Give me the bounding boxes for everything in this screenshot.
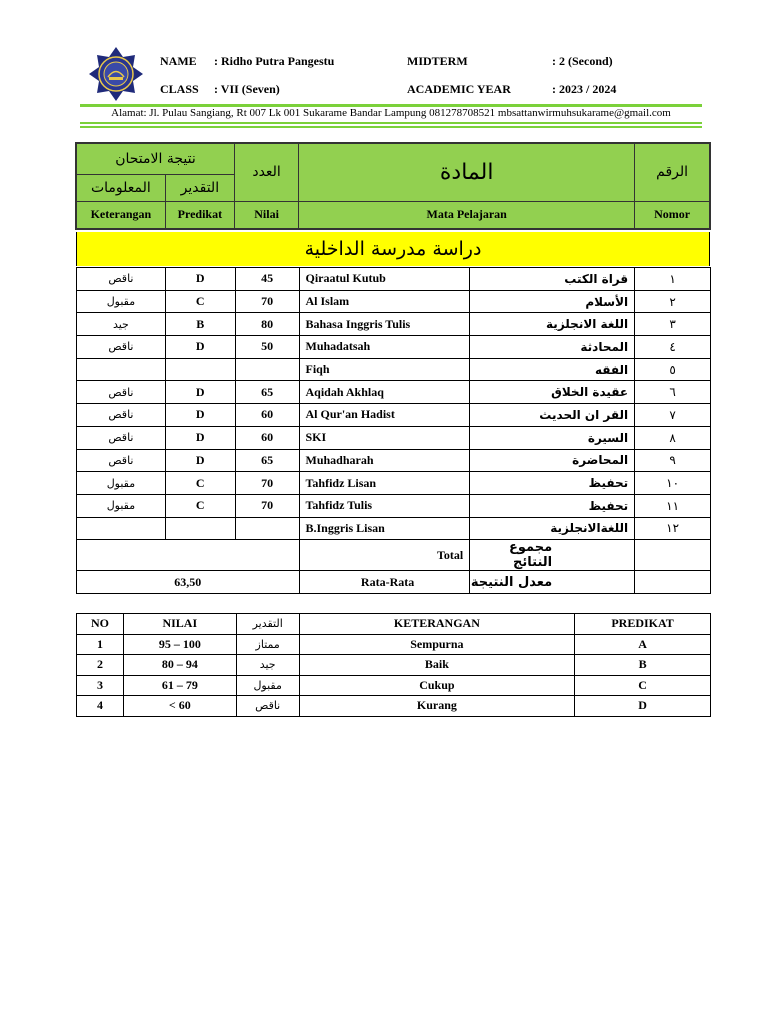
table-row [77, 426, 711, 449]
keterangan-cell: ناقص [77, 336, 166, 359]
legend-keterangan-header: KETERANGAN [299, 614, 575, 635]
keterangan-cell: ناقص [77, 426, 166, 449]
academic-year-value: : 2023 / 2024 [552, 82, 617, 96]
section-title: دراسة مدرسة الداخلية [76, 232, 710, 266]
keterangan-cell [77, 517, 166, 540]
legend-keterangan-cell: Cukup [299, 675, 575, 696]
no-cell: ٢ [635, 290, 711, 313]
no-cell: ٣ [635, 313, 711, 336]
subject-cell: Muhadatsah [299, 336, 470, 359]
subject-ar-cell: الأسلام [470, 290, 635, 313]
nilai-cell: 60 [235, 404, 299, 427]
legend-no-cell: 2 [77, 655, 124, 676]
no-cell: ٤ [635, 336, 711, 359]
no-cell: ٥ [635, 358, 711, 381]
predikat-cell: D [165, 268, 235, 291]
table-row [77, 494, 711, 517]
nilai-cell: 80 [235, 313, 299, 336]
subject-ar-cell: المحادثة [470, 336, 635, 359]
nilai-cell: 65 [235, 449, 299, 472]
no-cell: ١٢ [635, 517, 711, 540]
grades-header [75, 142, 711, 230]
subject-ar-cell: تحفيظ [470, 472, 635, 495]
subject-header-ar: المادة [299, 143, 635, 201]
keterangan-cell: جيد [77, 313, 166, 336]
nilai-cell: 45 [235, 268, 299, 291]
no-cell: ٦ [635, 381, 711, 404]
subject-cell: Bahasa Inggris Tulis [299, 313, 470, 336]
predikat-cell: C [165, 494, 235, 517]
predikat-cell: D [165, 449, 235, 472]
subject-ar-cell: اللغة الانجلزية [470, 313, 635, 336]
predikat-cell: D [165, 404, 235, 427]
predikat-cell [165, 517, 235, 540]
keterangan-cell: مقبول [77, 494, 166, 517]
name-label: NAME [160, 54, 197, 68]
average-label: Rata-Rata [299, 571, 470, 594]
subject-ar-cell: السيرة [470, 426, 635, 449]
mata-pelajaran-header: Mata Pelajaran [299, 201, 635, 229]
keterangan-cell [77, 358, 166, 381]
number-header-ar: العدد [234, 143, 298, 201]
legend-no-cell: 4 [77, 696, 124, 717]
table-row [77, 313, 711, 336]
no-cell: ٧ [635, 404, 711, 427]
keterangan-header: Keterangan [76, 201, 165, 229]
average-value: 63,50 [77, 571, 300, 594]
subject-cell: Muhadharah [299, 449, 470, 472]
no-header-ar: الرقم [635, 143, 710, 201]
table-row [77, 449, 711, 472]
total-value [77, 540, 300, 571]
table-row [77, 517, 711, 540]
nilai-cell [235, 358, 299, 381]
nilai-cell: 60 [235, 426, 299, 449]
divider-bottom-2 [80, 126, 702, 128]
legend-no-cell: 1 [77, 634, 124, 655]
no-cell: ١ [635, 268, 711, 291]
table-row [77, 290, 711, 313]
legend-keterangan-cell: Baik [299, 655, 575, 676]
exam-result-header: نتيجة الامتحان [76, 143, 234, 174]
legend-no-cell: 3 [77, 675, 124, 696]
midterm-label: MIDTERM [407, 54, 468, 68]
nomor-header: Nomor [635, 201, 710, 229]
legend-no-header: NO [77, 614, 124, 635]
legend-taqdir-cell: ممتاز [236, 634, 299, 655]
subject-cell: B.Inggris Lisan [299, 517, 470, 540]
predikat-cell [165, 358, 235, 381]
name-value: : Ridho Putra Pangestu [214, 54, 335, 68]
no-cell: ١١ [635, 494, 711, 517]
predikat-cell: D [165, 381, 235, 404]
subject-cell: Tahfidz Tulis [299, 494, 470, 517]
table-row [77, 381, 711, 404]
subject-ar-cell: قراة الكتب [470, 268, 635, 291]
table-row [77, 268, 711, 291]
nilai-cell: 70 [235, 494, 299, 517]
class-label: CLASS [160, 82, 199, 96]
predikat-cell: D [165, 426, 235, 449]
subject-cell: Al Islam [299, 290, 470, 313]
no-cell: ٩ [635, 449, 711, 472]
subject-ar-cell: الفقه [470, 358, 635, 381]
keterangan-cell: مقبول [77, 472, 166, 495]
legend-keterangan-cell: Kurang [299, 696, 575, 717]
nilai-cell: 70 [235, 472, 299, 495]
legend-row [77, 696, 711, 717]
legend-nilai-header: NILAI [123, 614, 236, 635]
subject-cell: Aqidah Akhlaq [299, 381, 470, 404]
legend-taqdir-header: التقدير [236, 614, 299, 635]
legend-taqdir-cell: مقبول [236, 675, 299, 696]
table-row [77, 336, 711, 359]
legend-row [77, 634, 711, 655]
subject-cell: Fiqh [299, 358, 470, 381]
school-logo [88, 46, 144, 102]
grades-table [76, 267, 711, 594]
average-label-ar: معدل النتيجة [470, 571, 635, 594]
keterangan-cell: ناقص [77, 381, 166, 404]
legend-taqdir-cell: جيد [236, 655, 299, 676]
keterangan-cell: ناقص [77, 404, 166, 427]
keterangan-cell: مقبول [77, 290, 166, 313]
subject-cell: SKI [299, 426, 470, 449]
nilai-header: Nilai [234, 201, 298, 229]
school-address: Alamat: Jl. Pulau Sangiang, Rt 007 Lk 001 Sukarame Bandar Lampung 081278708521 mbsattanwirmuhsukarame@gmail.com [111, 107, 671, 119]
legend-table [76, 613, 711, 717]
keterangan-cell: ناقص [77, 268, 166, 291]
predikat-cell: D [165, 336, 235, 359]
legend-predikat-cell: A [575, 634, 711, 655]
average-blank [635, 571, 711, 594]
no-cell: ٨ [635, 426, 711, 449]
divider-bottom [80, 122, 702, 124]
subject-ar-cell: القر ان الحديث [470, 404, 635, 427]
legend-nilai-cell: 95 – 100 [123, 634, 236, 655]
predikat-cell: C [165, 472, 235, 495]
total-label-ar: مجموع النتائج [470, 540, 635, 571]
grade-header-ar: التقدير [165, 174, 234, 201]
predikat-header: Predikat [165, 201, 234, 229]
legend-row [77, 675, 711, 696]
legend-keterangan-cell: Sempurna [299, 634, 575, 655]
legend-nilai-cell: 61 – 79 [123, 675, 236, 696]
subject-ar-cell: عقيدة الخلاق [470, 381, 635, 404]
predikat-cell: B [165, 313, 235, 336]
legend-row [77, 655, 711, 676]
legend-nilai-cell: 80 – 94 [123, 655, 236, 676]
subject-ar-cell: اللغةالانجلزية [470, 517, 635, 540]
legend-taqdir-cell: ناقص [236, 696, 299, 717]
class-value: : VII (Seven) [214, 82, 280, 96]
total-blank [635, 540, 711, 571]
subject-cell: Al Qur'an Hadist [299, 404, 470, 427]
table-row [77, 472, 711, 495]
subject-cell: Tahfidz Lisan [299, 472, 470, 495]
subject-ar-cell: تحفيظ [470, 494, 635, 517]
table-row [77, 404, 711, 427]
nilai-cell: 70 [235, 290, 299, 313]
nilai-cell: 65 [235, 381, 299, 404]
info-header-ar: المعلومات [76, 174, 165, 201]
legend-predikat-header: PREDIKAT [575, 614, 711, 635]
keterangan-cell: ناقص [77, 449, 166, 472]
legend-predikat-cell: C [575, 675, 711, 696]
legend-predikat-cell: B [575, 655, 711, 676]
midterm-value: : 2 (Second) [552, 54, 613, 68]
nilai-cell [235, 517, 299, 540]
total-label: Total [299, 540, 470, 571]
no-cell: ١٠ [635, 472, 711, 495]
subject-ar-cell: المحاضرة [470, 449, 635, 472]
nilai-cell: 50 [235, 336, 299, 359]
predikat-cell: C [165, 290, 235, 313]
legend-nilai-cell: < 60 [123, 696, 236, 717]
table-row [77, 358, 711, 381]
academic-year-label: ACADEMIC YEAR [407, 82, 511, 96]
subject-cell: Qiraatul Kutub [299, 268, 470, 291]
legend-predikat-cell: D [575, 696, 711, 717]
